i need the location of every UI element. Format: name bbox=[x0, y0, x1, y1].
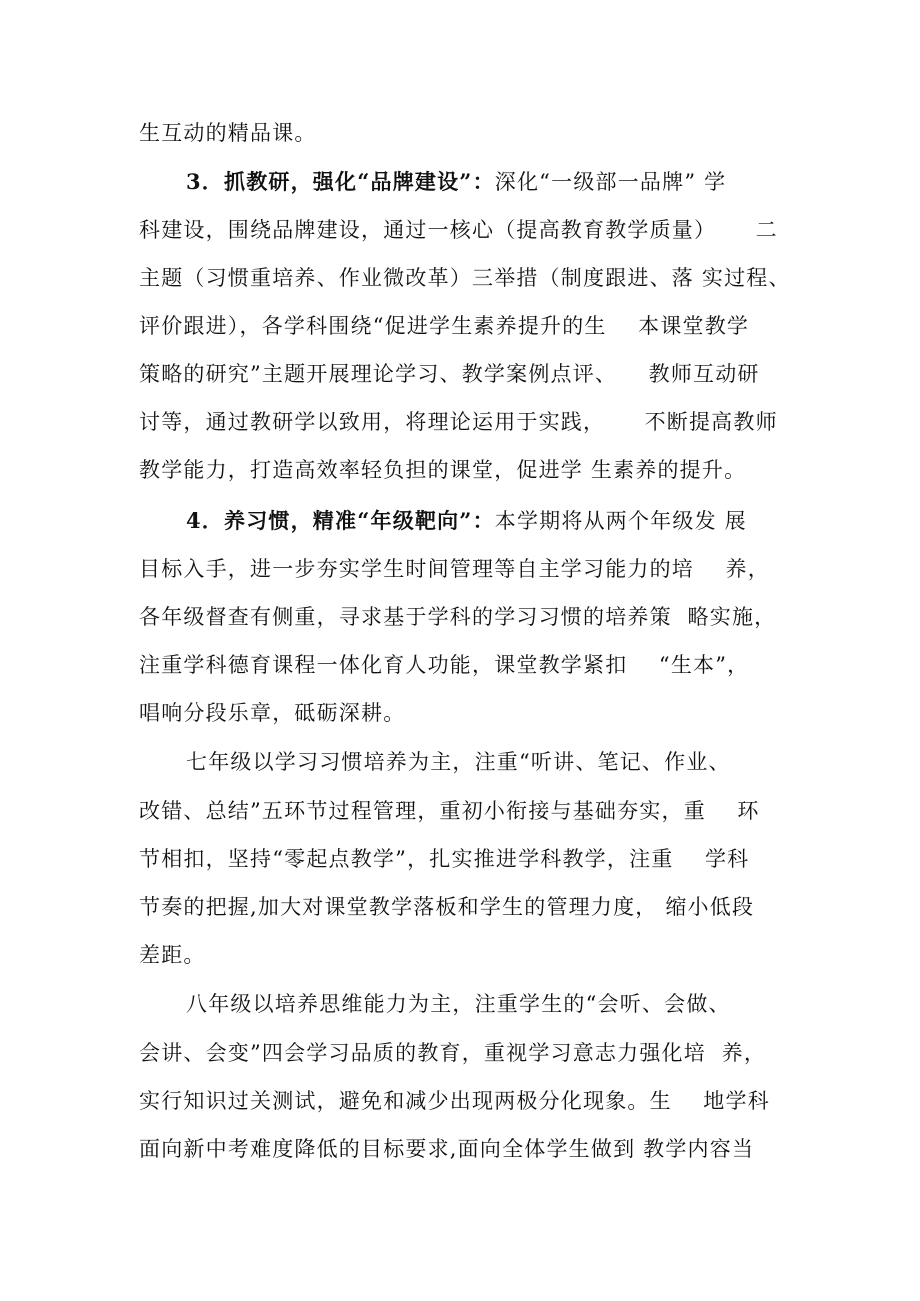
paragraph-text: 本学期将从两个年级发 展 bbox=[494, 509, 747, 533]
paragraph-line: 教学能力，打造高效率轻负担的课堂，促进学 生素养的提升。 bbox=[139, 458, 747, 482]
paragraph-line: 注重学科德育课程一体化育人功能，课堂教学紧扣 “生本”， bbox=[139, 653, 750, 677]
paragraph-line: 讨等，通过教研学以致用，将理论运用于实践， 不断提高教师 bbox=[139, 410, 778, 434]
paragraph-line: 各年级督查有侧重，寻求基于学科的学习习惯的培养策 略实施， bbox=[139, 605, 777, 629]
paragraph-line: 会讲、会变”四会学习品质的教育，重视学习意志力强化培 养， bbox=[139, 1041, 767, 1065]
paragraph-line: 评价跟进），各学科围绕“促进学生素养提升的生 本课堂教学 bbox=[139, 314, 750, 338]
paragraph-text: 深化“一级部一品牌” 学 bbox=[494, 170, 727, 194]
paragraph-line: 差距。 bbox=[139, 943, 206, 967]
paragraph-line: 节奏的把握,加大对课堂教学落板和学生的管理力度， 缩小低段 bbox=[139, 895, 755, 919]
paragraph-line: 主题（习惯重培养、作业微改革）三举措（制度跟进、落 实过程、 bbox=[139, 266, 791, 290]
paragraph-line bbox=[186, 167, 789, 197]
paragraph-line: 唱响分段乐章，砥砺深耕。 bbox=[139, 701, 406, 725]
paragraph-line: 目标入手，进一步夯实学生时间管理等自主学习能力的培 养， bbox=[139, 557, 770, 581]
paragraph-line: 八年级以培养思维能力为主，注重学生的“会听、会做、 bbox=[186, 992, 731, 1016]
paragraph-line: 面向新中考难度降低的目标要求,面向全体学生做到 教学内容当 bbox=[139, 1137, 755, 1161]
section-heading: 4．养习惯，精准“年级靶向”： bbox=[186, 508, 495, 533]
paragraph-line: 节相扣，坚持“零起点教学”，扎实推进学科教学，注重 学科 bbox=[139, 847, 750, 871]
paragraph-line bbox=[186, 506, 789, 536]
paragraph-line: 实行知识过关测试，避免和减少出现两极分化现象。生 地学科 bbox=[139, 1089, 770, 1113]
paragraph-line: 改错、总结”五环节过程管理，重初小衔接与基础夯实，重 环 bbox=[139, 799, 760, 823]
section-heading: 3．抓教研，强化“品牌建设”： bbox=[186, 169, 495, 194]
paragraph-line: 生互动的精品课。 bbox=[139, 121, 317, 145]
paragraph-line: 策略的研究”主题开展理论学习、教学案例点评、 教师互动研 bbox=[139, 362, 760, 386]
paragraph-line: 七年级以学习习惯培养为主，注重“听讲、笔记、作业、 bbox=[186, 750, 731, 774]
paragraph-line: 科建设，围绕品牌建设，通过一核心（提高教育教学质量） 二 bbox=[139, 218, 778, 242]
